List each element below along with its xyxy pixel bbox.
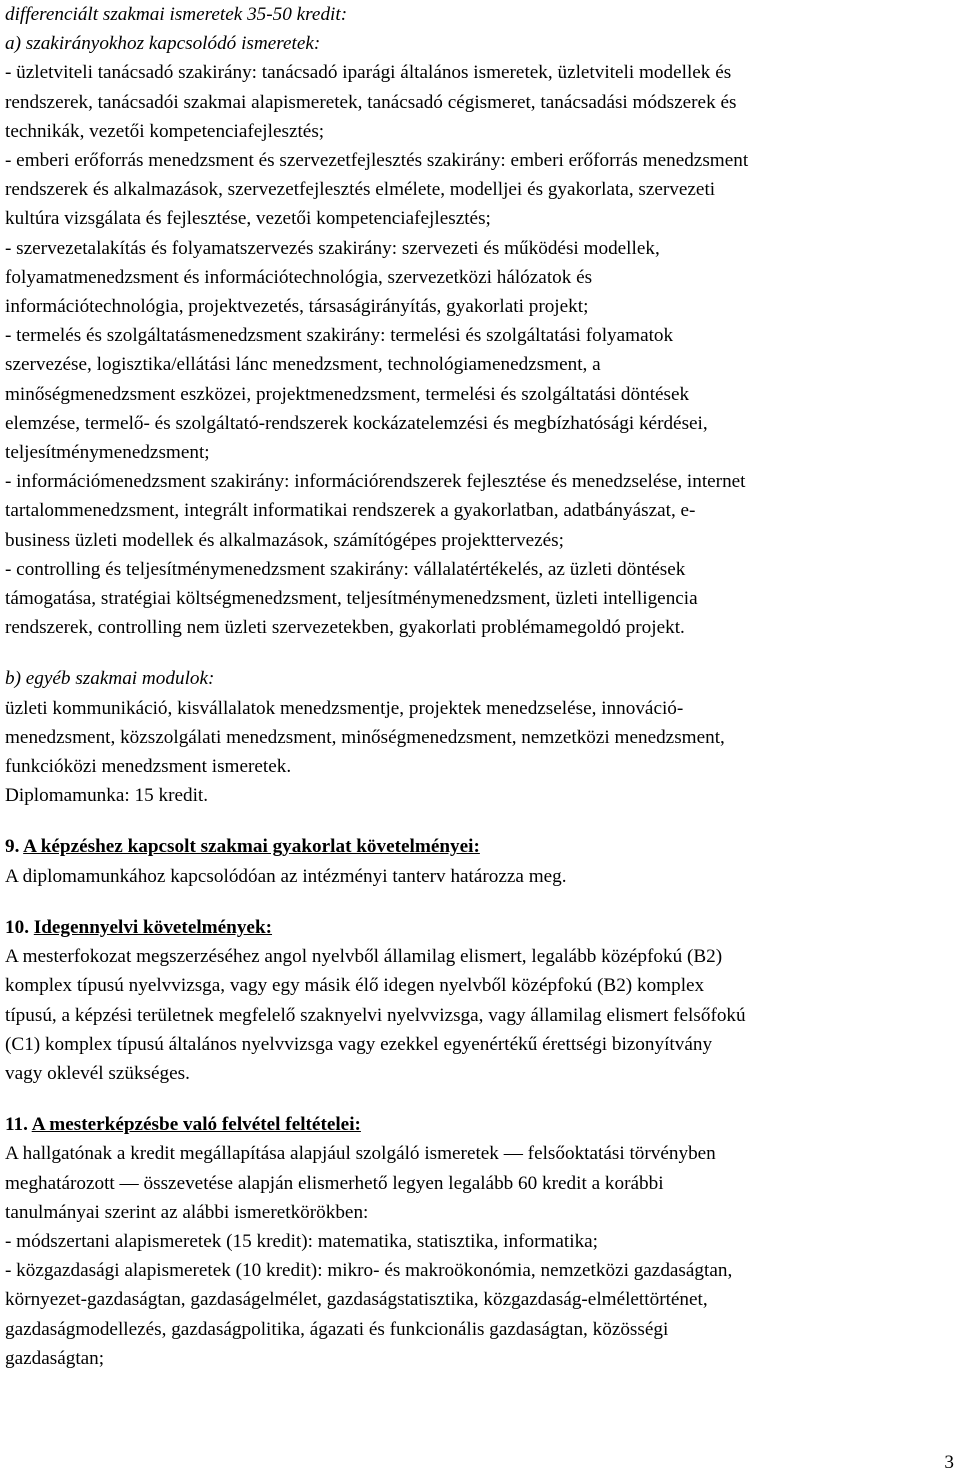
paragraph-line: - emberi erőforrás menedzsment és szervezetfejlesztés szakirány: emberi erőforrás menedzsment bbox=[5, 150, 749, 172]
paragraph-line: (C1) komplex típusú általános nyelvvizsga vagy ezekkel egyenértékű érettségi bizonyítvány bbox=[5, 1033, 713, 1055]
paragraph-line: szervezése, logisztika/ellátási lánc menedzsment, technológiamenedzsment, a bbox=[5, 354, 601, 376]
section-title: A mesterképzésbe való felvétel feltételei: bbox=[31, 1114, 361, 1136]
paragraph-line: - információmenedzsment szakirány: információrendszerek fejlesztése és menedzselése, internet bbox=[5, 471, 746, 493]
section-9 bbox=[5, 832, 955, 890]
paragraph-line: környezet-gazdaságtan, gazdaságelmélet, gazdaságstatisztika, közgazdaság-elmélettörténet, bbox=[5, 1289, 708, 1311]
paragraph-line: rendszerek, tanácsadói szakmai alapismeretek, tanácsadó cégismeret, tanácsadási módszerek és bbox=[5, 91, 737, 113]
paragraph-line: információtechnológia, projektvezetés, társaságirányítás, gyakorlati projekt; bbox=[5, 296, 589, 318]
paragraph-line: menedzsment, közszolgálati menedzsment, minőségmenedzsment, nemzetközi menedzsment, bbox=[5, 726, 725, 748]
paragraph-line: A diplomamunkához kapcsolódóan az intézményi tanterv határozza meg. bbox=[5, 865, 567, 887]
section-number: 11. bbox=[5, 1114, 28, 1136]
paragraph-line: gazdaságmodellezés, gazdaságpolitika, ágazati és funkcionális gazdaságtan, közösségi bbox=[5, 1318, 669, 1340]
paragraph-line: A hallgatónak a kredit megállapítása alapjául szolgáló ismeretek — felsőoktatási törvényben bbox=[5, 1143, 716, 1165]
section-11 bbox=[5, 1110, 955, 1373]
paragraph-line: elemzése, termelő- és szolgáltató-rendszerek kockázatelemzési és megbízhatósági kérdései, bbox=[5, 412, 708, 434]
paragraph-line: teljesítménymenedzsment; bbox=[5, 442, 210, 464]
paragraph-line: funkcióközi menedzsment ismeretek. bbox=[5, 756, 292, 778]
paragraph-line: tanulmányai szerint az alábbi ismeretkörökben: bbox=[5, 1201, 369, 1223]
paragraph-line: - szervezetalakítás és folyamatszervezés szakirány: szervezeti és működési modellek, bbox=[5, 237, 660, 259]
paragraph-line: - controlling és teljesítménymenedzsment szakirány: vállalatértékelés, az üzleti döntések bbox=[5, 558, 686, 580]
paragraph-line: - üzletviteli tanácsadó szakirány: tanácsadó iparági általános ismeretek, üzletviteli modellek és bbox=[5, 62, 732, 84]
document-page bbox=[5, 0, 955, 1373]
section-number: 10. bbox=[5, 916, 29, 938]
paragraph-line: meghatározott — összevetése alapján elismerhető legyen legalább 60 kredit a korábbi bbox=[5, 1172, 664, 1194]
paragraph-line: - termelés és szolgáltatásmenedzsment szakirány: termelési és szolgáltatási folyamatok bbox=[5, 325, 674, 347]
section-number: 9. bbox=[5, 836, 20, 858]
section-10 bbox=[5, 913, 955, 1088]
paragraph-line: folyamatmenedzsment és információtechnológia, szervezetközi hálózatok és bbox=[5, 266, 593, 288]
paragraph-line: vagy oklevél szükséges. bbox=[5, 1062, 190, 1084]
paragraph-line: komplex típusú nyelvvizsga, vagy egy másik élő idegen nyelvből középfokú (B2) komplex bbox=[5, 975, 705, 997]
paragraph-line: rendszerek és alkalmazások, szervezetfejlesztés elmélete, modelljei és gyakorlata, szervezeti bbox=[5, 179, 716, 201]
paragraph-line: rendszerek, controlling nem üzleti szervezetekben, gyakorlati problémamegoldó projekt. bbox=[5, 617, 685, 639]
paragraph-line: technikák, vezetői kompetenciafejlesztés; bbox=[5, 120, 325, 142]
heading-part-b: b) egyéb szakmai modulok: bbox=[5, 668, 215, 690]
paragraph-line: - közgazdasági alapismeretek (10 kredit): mikro- és makroökonómia, nemzetközi gazdaságtan, bbox=[5, 1260, 733, 1282]
paragraph-line: A mesterfokozat megszerzéséhez angol nyelvből államilag elismert, legalább középfokú (B2) bbox=[5, 946, 723, 968]
section-title: Idegennyelvi követelmények: bbox=[33, 916, 273, 938]
paragraph-line: business üzleti modellek és alkalmazások, számítógépes projekttervezés; bbox=[5, 529, 564, 551]
section-11-heading bbox=[5, 1110, 955, 1139]
paragraph-line: üzleti kommunikáció, kisvállalatok menedzsmentje, projektek menedzselése, innováció- bbox=[5, 697, 684, 719]
section-9-heading bbox=[5, 832, 955, 861]
part-b bbox=[5, 664, 955, 810]
paragraph-line: tartalommenedzsment, integrált informatikai rendszerek a gyakorlatban, adatbányászat, e- bbox=[5, 500, 696, 522]
paragraph-line: - módszertani alapismeretek (15 kredit): matematika, statisztika, informatika; bbox=[5, 1230, 599, 1252]
paragraph-line: Diplomamunka: 15 kredit. bbox=[5, 785, 209, 807]
paragraph-line: támogatása, stratégiai költségmenedzsment, teljesítménymenedzsment, üzleti intelligencia bbox=[5, 588, 698, 610]
part-a bbox=[5, 0, 955, 642]
page-number: 3 bbox=[944, 1452, 954, 1473]
paragraph-line: gazdaságtan; bbox=[5, 1347, 105, 1369]
paragraph-line: kultúra vizsgálata és fejlesztése, vezetői kompetenciafejlesztés; bbox=[5, 208, 491, 230]
heading-differentiated: differenciált szakmai ismeretek 35-50 kredit: bbox=[5, 4, 348, 25]
heading-part-a: a) szakirányokhoz kapcsolódó ismeretek: bbox=[5, 33, 321, 55]
paragraph-line: típusú, a képzési területnek megfelelő szaknyelvi nyelvvizsga, vagy államilag elismert felsőfokú bbox=[5, 1004, 746, 1026]
paragraph-line: minőségmenedzsment eszközei, projektmenedzsment, termelési és szolgáltatási döntések bbox=[5, 383, 690, 405]
section-10-heading bbox=[5, 913, 955, 942]
section-title: A képzéshez kapcsolt szakmai gyakorlat követelményei: bbox=[23, 836, 480, 858]
